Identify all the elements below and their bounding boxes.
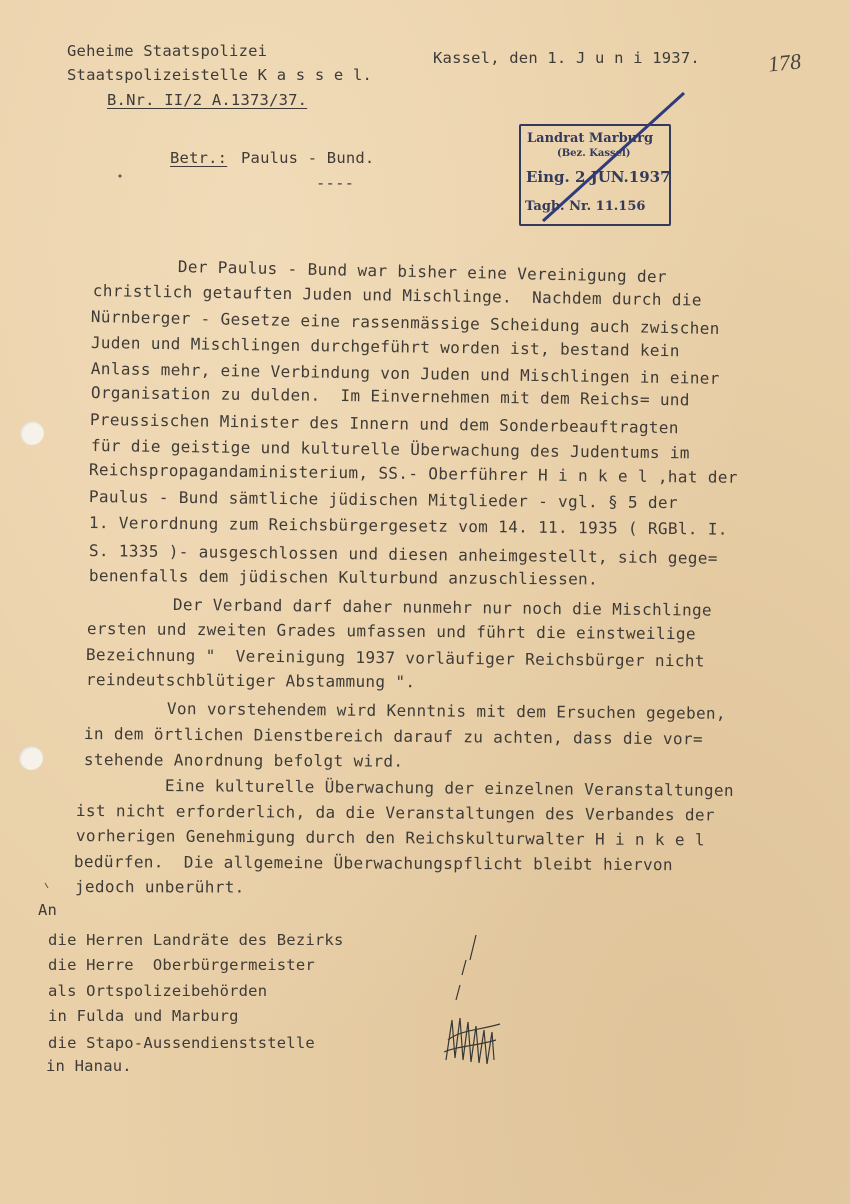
- addressee-label: An: [38, 901, 58, 919]
- body-line-5: Anlass mehr, eine Verbindung von Juden und Mischlingen in einer: [90, 359, 720, 388]
- stamp-journal-number: Tagb. Nr. 11.156: [525, 199, 646, 214]
- body-line-25: jedoch unberührt.: [74, 877, 245, 897]
- sender-line-1: Geheime Staatspolizei: [67, 42, 268, 60]
- body-line-4: Juden und Mischlingen durchgeführt worden ist, bestand kein: [90, 333, 680, 361]
- body-line-21: Eine kulturelle Überwachung der einzelnen Veranstaltungen: [164, 776, 735, 800]
- body-line-17: reindeutschblütiger Abstammung ".: [85, 670, 416, 692]
- reference-number: B.Nr. II/2 A.1373/37.: [107, 91, 308, 109]
- body-line-3: Nürnberger - Gesetze eine rassenmässige Scheidung auch zwischen: [90, 307, 720, 339]
- stamp-office: Landrat Marburg: [527, 131, 654, 146]
- body-line-6: Organisation zu dulden. Im Einvernehmen mit dem Reichs= und: [90, 383, 690, 410]
- stamp-received-date: Eing. 2.JUN.1937: [526, 168, 671, 186]
- body-line-10: Paulus - Bund sämtliche jüdischen Mitglieder - vgl. § 5 der: [88, 487, 678, 513]
- body-line-7: Preussischen Minister des Innern und dem Sonderbeauftragten: [89, 410, 679, 438]
- body-line-19: in dem örtlichen Dienstbereich darauf zu achten, dass die vor=: [83, 724, 703, 749]
- addressee-line-2: die Herre Oberbürgermeister: [48, 956, 315, 974]
- body-line-23: vorherigen Genehmigung durch den Reichskulturwalter H i n k e l: [75, 826, 705, 850]
- body-line-14: Der Verband darf daher nunmehr nur noch die Mischlinge: [172, 595, 713, 620]
- body-line-16: Bezeichnung " Vereinigung 1937 vorläufiger Reichsbürger nicht: [85, 645, 705, 671]
- body-line-20: stehende Anordnung befolgt wird.: [83, 750, 404, 771]
- body-line-11: 1. Verordnung zum Reichsbürgergesetz vom 14. 11. 1935 ( RGBl. I.: [88, 513, 728, 539]
- stamp-slash-line: [543, 93, 684, 221]
- stamp-district: (Bez. Kassel): [557, 148, 631, 159]
- addressee-line-6: in Hanau.: [46, 1057, 132, 1075]
- body-line-2: christlich getauften Juden und Mischlinge. Nachdem durch die: [92, 281, 702, 310]
- body-line-12: S. 1335 )- ausgeschlossen und diesen anheimgestellt, sich gege=: [88, 541, 718, 568]
- folio-number: 178: [766, 48, 803, 77]
- body-line-9: Reichspropagandaministerium, SS.- Oberführer H i n k e l ,hat der: [88, 460, 738, 487]
- body-line-18: Von vorstehendem wird Kenntnis mit dem Ersuchen gegeben,: [166, 699, 727, 723]
- sender-line-2: Staatspolizeistelle K a s s e l.: [67, 66, 373, 84]
- subject-underline: ----: [316, 174, 355, 192]
- stray-marks: [45, 175, 121, 888]
- addressee-line-3: als Ortspolizeibehörden: [48, 982, 268, 1000]
- place-date: Kassel, den 1. J u n i 1937.: [433, 49, 700, 67]
- subject-text: Paulus - Bund.: [241, 149, 375, 167]
- signature-scribble: [444, 935, 500, 1064]
- body-line-1: Der Paulus - Bund war bisher eine Vereinigung der: [177, 257, 668, 287]
- body-line-13: benenfalls dem jüdischen Kulturbund anzuschliessen.: [88, 566, 599, 589]
- addressee-line-4: in Fulda und Marburg: [48, 1007, 239, 1025]
- addressee-line-1: die Herren Landräte des Bezirks: [48, 931, 344, 949]
- body-line-22: ist nicht erforderlich, da die Veranstaltungen des Verbandes der: [75, 801, 715, 825]
- body-line-8: für die geistige und kulturelle Überwachung des Judentums im: [90, 436, 690, 463]
- body-line-24: bedürfen. Die allgemeine Überwachungspflicht bleibt hiervon: [73, 852, 673, 875]
- body-line-15: ersten und zweiten Grades umfassen und führt die einstweilige: [86, 619, 696, 644]
- addressee-line-5: die Stapo-Aussendienststelle: [48, 1034, 315, 1052]
- subject-label: Betr.:: [170, 149, 228, 167]
